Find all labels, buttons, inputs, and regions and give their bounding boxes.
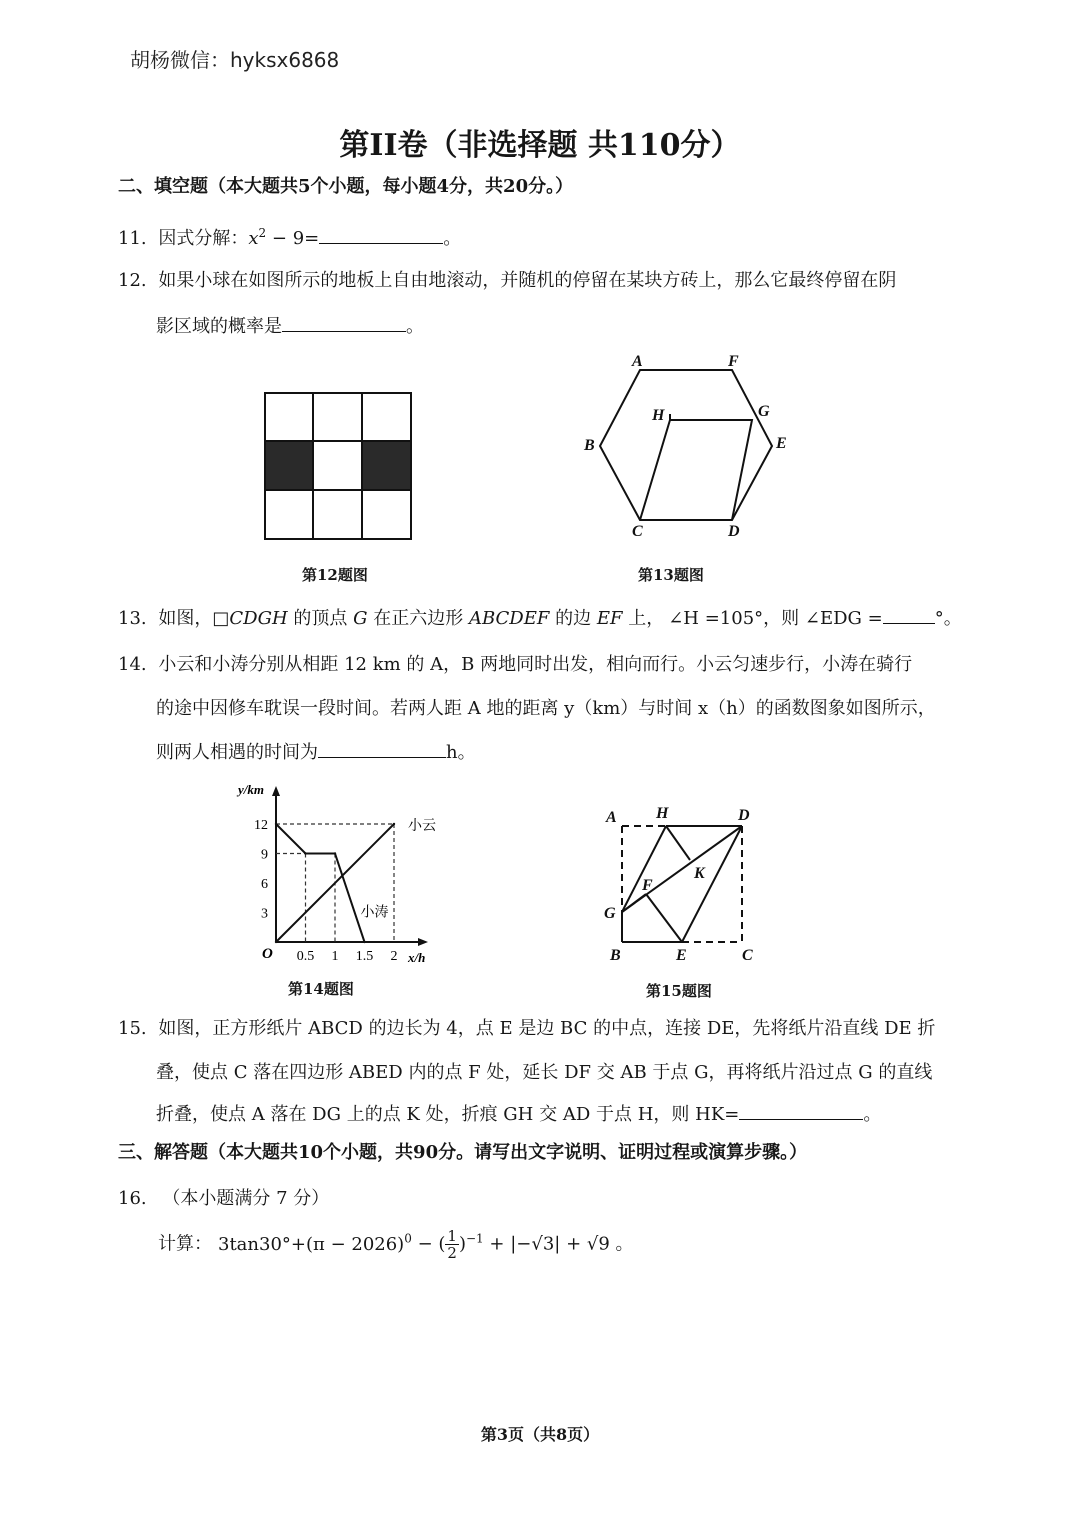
q13-g: G <box>353 608 368 629</box>
fig13-label-A: A <box>632 353 643 370</box>
q12-number: 12. <box>118 270 147 291</box>
q13-number: 13. <box>118 608 147 629</box>
q14-line2: 的途中因修车耽误一段时间。若两人距 A 地的距离 y（km）与时间 x（h）的函数图象如图所示， <box>156 698 936 719</box>
y-tick-label: 12 <box>254 818 268 833</box>
q14-tail: h。 <box>446 742 476 763</box>
data-point <box>275 823 277 825</box>
question-11 <box>118 224 461 250</box>
fig13-label-B: B <box>584 437 595 454</box>
figure-15-caption: 第15题图 <box>646 982 712 1000</box>
q14-number: 14. <box>118 654 147 675</box>
series-label-xiaoyun: 小云 <box>408 819 436 834</box>
fig15-label-K: K <box>694 865 705 882</box>
q16-exp-zero: 0 <box>404 1231 412 1246</box>
q12-answer-blank[interactable] <box>282 330 406 332</box>
page-footer: 第3页（共8页） <box>480 1425 600 1444</box>
fig15-label-F: F <box>642 877 653 894</box>
data-point <box>304 852 306 854</box>
q14-answer-blank[interactable] <box>318 756 446 758</box>
fig12-shaded-left <box>265 441 313 490</box>
q13-tail: °。 <box>934 608 962 629</box>
figure-12-grid <box>264 392 412 540</box>
q11-number: 11. <box>118 228 147 249</box>
question-13 <box>118 604 962 630</box>
q15-line3: 折叠，使点 A 落在 DG 上的点 K 处，折痕 GH 交 AD 于点 H，则 HK= <box>156 1104 740 1125</box>
q13-mid1: 的顶点 <box>287 608 354 629</box>
fig15-label-G: G <box>604 905 616 922</box>
q12-line2: 影区域的概率是 <box>156 316 282 337</box>
q13-shape: □CDGH <box>212 608 288 629</box>
fig15-label-B: B <box>610 947 621 964</box>
fig13-label-C: C <box>632 523 643 540</box>
q12-tail: 。 <box>406 316 424 337</box>
fig13-label-D: D <box>728 523 740 540</box>
q11-expr2: − 9= <box>266 228 320 249</box>
data-point <box>363 941 365 943</box>
section-3-heading: 三、解答题（本大题共10个小题，共90分。请写出文字说明、证明过程或演算步骤。） <box>118 1142 808 1163</box>
fig15-label-H: H <box>656 805 669 822</box>
figure-13-hexagon <box>580 348 800 544</box>
q16-part2: − ( <box>411 1233 446 1255</box>
watermark-text: 胡杨微信：hyksx6868 <box>130 48 340 72</box>
q16-number: 16. <box>118 1188 147 1209</box>
figure-14-chart <box>230 776 440 972</box>
fig12-shaded-right <box>362 441 411 490</box>
x-tick-label: 1 <box>331 949 339 964</box>
q16-part4: + |−√3| + √9 。 <box>483 1233 634 1255</box>
y-axis-label: y/km <box>238 782 264 797</box>
question-16-expression <box>158 1228 634 1261</box>
series-label-xiaotao: 小涛 <box>360 905 389 921</box>
fig15-label-A: A <box>606 809 617 826</box>
q11-tail: 。 <box>443 228 462 249</box>
series-line-1 <box>276 824 365 942</box>
figure-14-caption: 第14题图 <box>288 980 354 998</box>
fig13-label-H: H <box>652 407 665 424</box>
x-tick-label: 0.5 <box>296 949 315 964</box>
q14-line1: 小云和小涛分别从相距 12 km 的 A，B 两地同时出发，相向而行。小云匀速步行，小涛在骑行 <box>158 654 913 675</box>
figure-13-caption: 第13题图 <box>638 566 704 584</box>
y-tick-label: 9 <box>261 847 268 863</box>
q14-line3: 则两人相遇的时间为 <box>156 742 318 763</box>
fig15-label-E: E <box>676 947 687 964</box>
q13-mid4: 上， <box>622 608 665 629</box>
q16-frac-num: 1 <box>447 1227 457 1245</box>
fig13-label-E: E <box>776 435 787 452</box>
q15-answer-blank[interactable] <box>739 1118 863 1120</box>
q13-pre: 如图， <box>158 608 213 629</box>
x-axis-arrow <box>418 938 428 946</box>
q13-answer-blank[interactable] <box>883 622 935 624</box>
q12-line1: 如果小球在如图所示的地板上自由地滚动，并随机的停留在某块方砖上，那么它最终停留在阴 <box>158 270 897 291</box>
data-point <box>275 941 277 943</box>
fig15-label-C: C <box>742 947 753 964</box>
question-12-line1 <box>118 266 896 292</box>
question-14-line1 <box>118 650 912 676</box>
q16-part1: 3tan30°+(π − 2026) <box>218 1233 405 1255</box>
page-title: 第II卷（非选择题 共110分） <box>339 128 741 163</box>
y-tick-label: 3 <box>261 906 268 922</box>
y-tick-label: 6 <box>261 877 268 892</box>
question-12-line2 <box>156 312 424 338</box>
figure-12-caption: 第12题图 <box>302 566 368 584</box>
data-point <box>334 852 336 854</box>
origin-label: O <box>262 946 273 962</box>
q13-ef: EF <box>596 608 623 629</box>
x-axis-label: x/h <box>408 950 426 965</box>
q16-fraction <box>445 1228 459 1261</box>
q13-mid3: 的边 <box>549 608 597 629</box>
fig13-label-G: G <box>758 403 770 420</box>
data-point <box>393 823 395 825</box>
q16-calc-label: 计算： <box>158 1233 212 1255</box>
q11-sup: 2 <box>258 226 267 240</box>
q11-expr: x <box>248 228 259 249</box>
q16-score: （本小题满分 7 分） <box>162 1188 330 1209</box>
q15-line1: 如图，正方形纸片 ABCD 的边长为 4，点 E 是边 BC 的中点，连接 DE，先将纸片沿直线 DE 折 <box>158 1018 936 1039</box>
question-15-line3 <box>156 1100 881 1126</box>
fig15-label-D: D <box>738 807 750 824</box>
question-14-line3 <box>156 738 476 764</box>
q16-exp-neg1: −1 <box>466 1231 484 1246</box>
x-tick-label: 1.5 <box>355 949 374 964</box>
q11-answer-blank[interactable] <box>319 242 443 244</box>
q15-line2: 叠，使点 C 落在四边形 ABED 内的点 F 处，延长 DF 交 AB 于点 G，再将纸片沿过点 G 的直线 <box>156 1062 933 1083</box>
section-2-heading: 二、填空题（本大题共5个小题，每小题4分，共20分。） <box>118 176 574 197</box>
q16-part3: ) <box>458 1233 466 1255</box>
q13-mid2: 在正六边形 <box>367 608 469 629</box>
question-15-line1 <box>118 1014 935 1040</box>
fig13-label-F: F <box>728 353 739 370</box>
figure-15-square <box>598 800 768 970</box>
y-axis-arrow <box>272 786 280 796</box>
q15-tail: 。 <box>863 1104 882 1125</box>
q11-text: 因式分解： <box>158 228 249 249</box>
q16-frac-den: 2 <box>447 1244 457 1262</box>
x-tick-label: 2 <box>390 949 398 964</box>
q15-number: 15. <box>118 1018 147 1039</box>
q13-hex: ABCDEF <box>468 608 550 629</box>
q13-angle: ∠H =105°，则 ∠EDG = <box>668 608 883 629</box>
question-16-header <box>118 1184 329 1210</box>
